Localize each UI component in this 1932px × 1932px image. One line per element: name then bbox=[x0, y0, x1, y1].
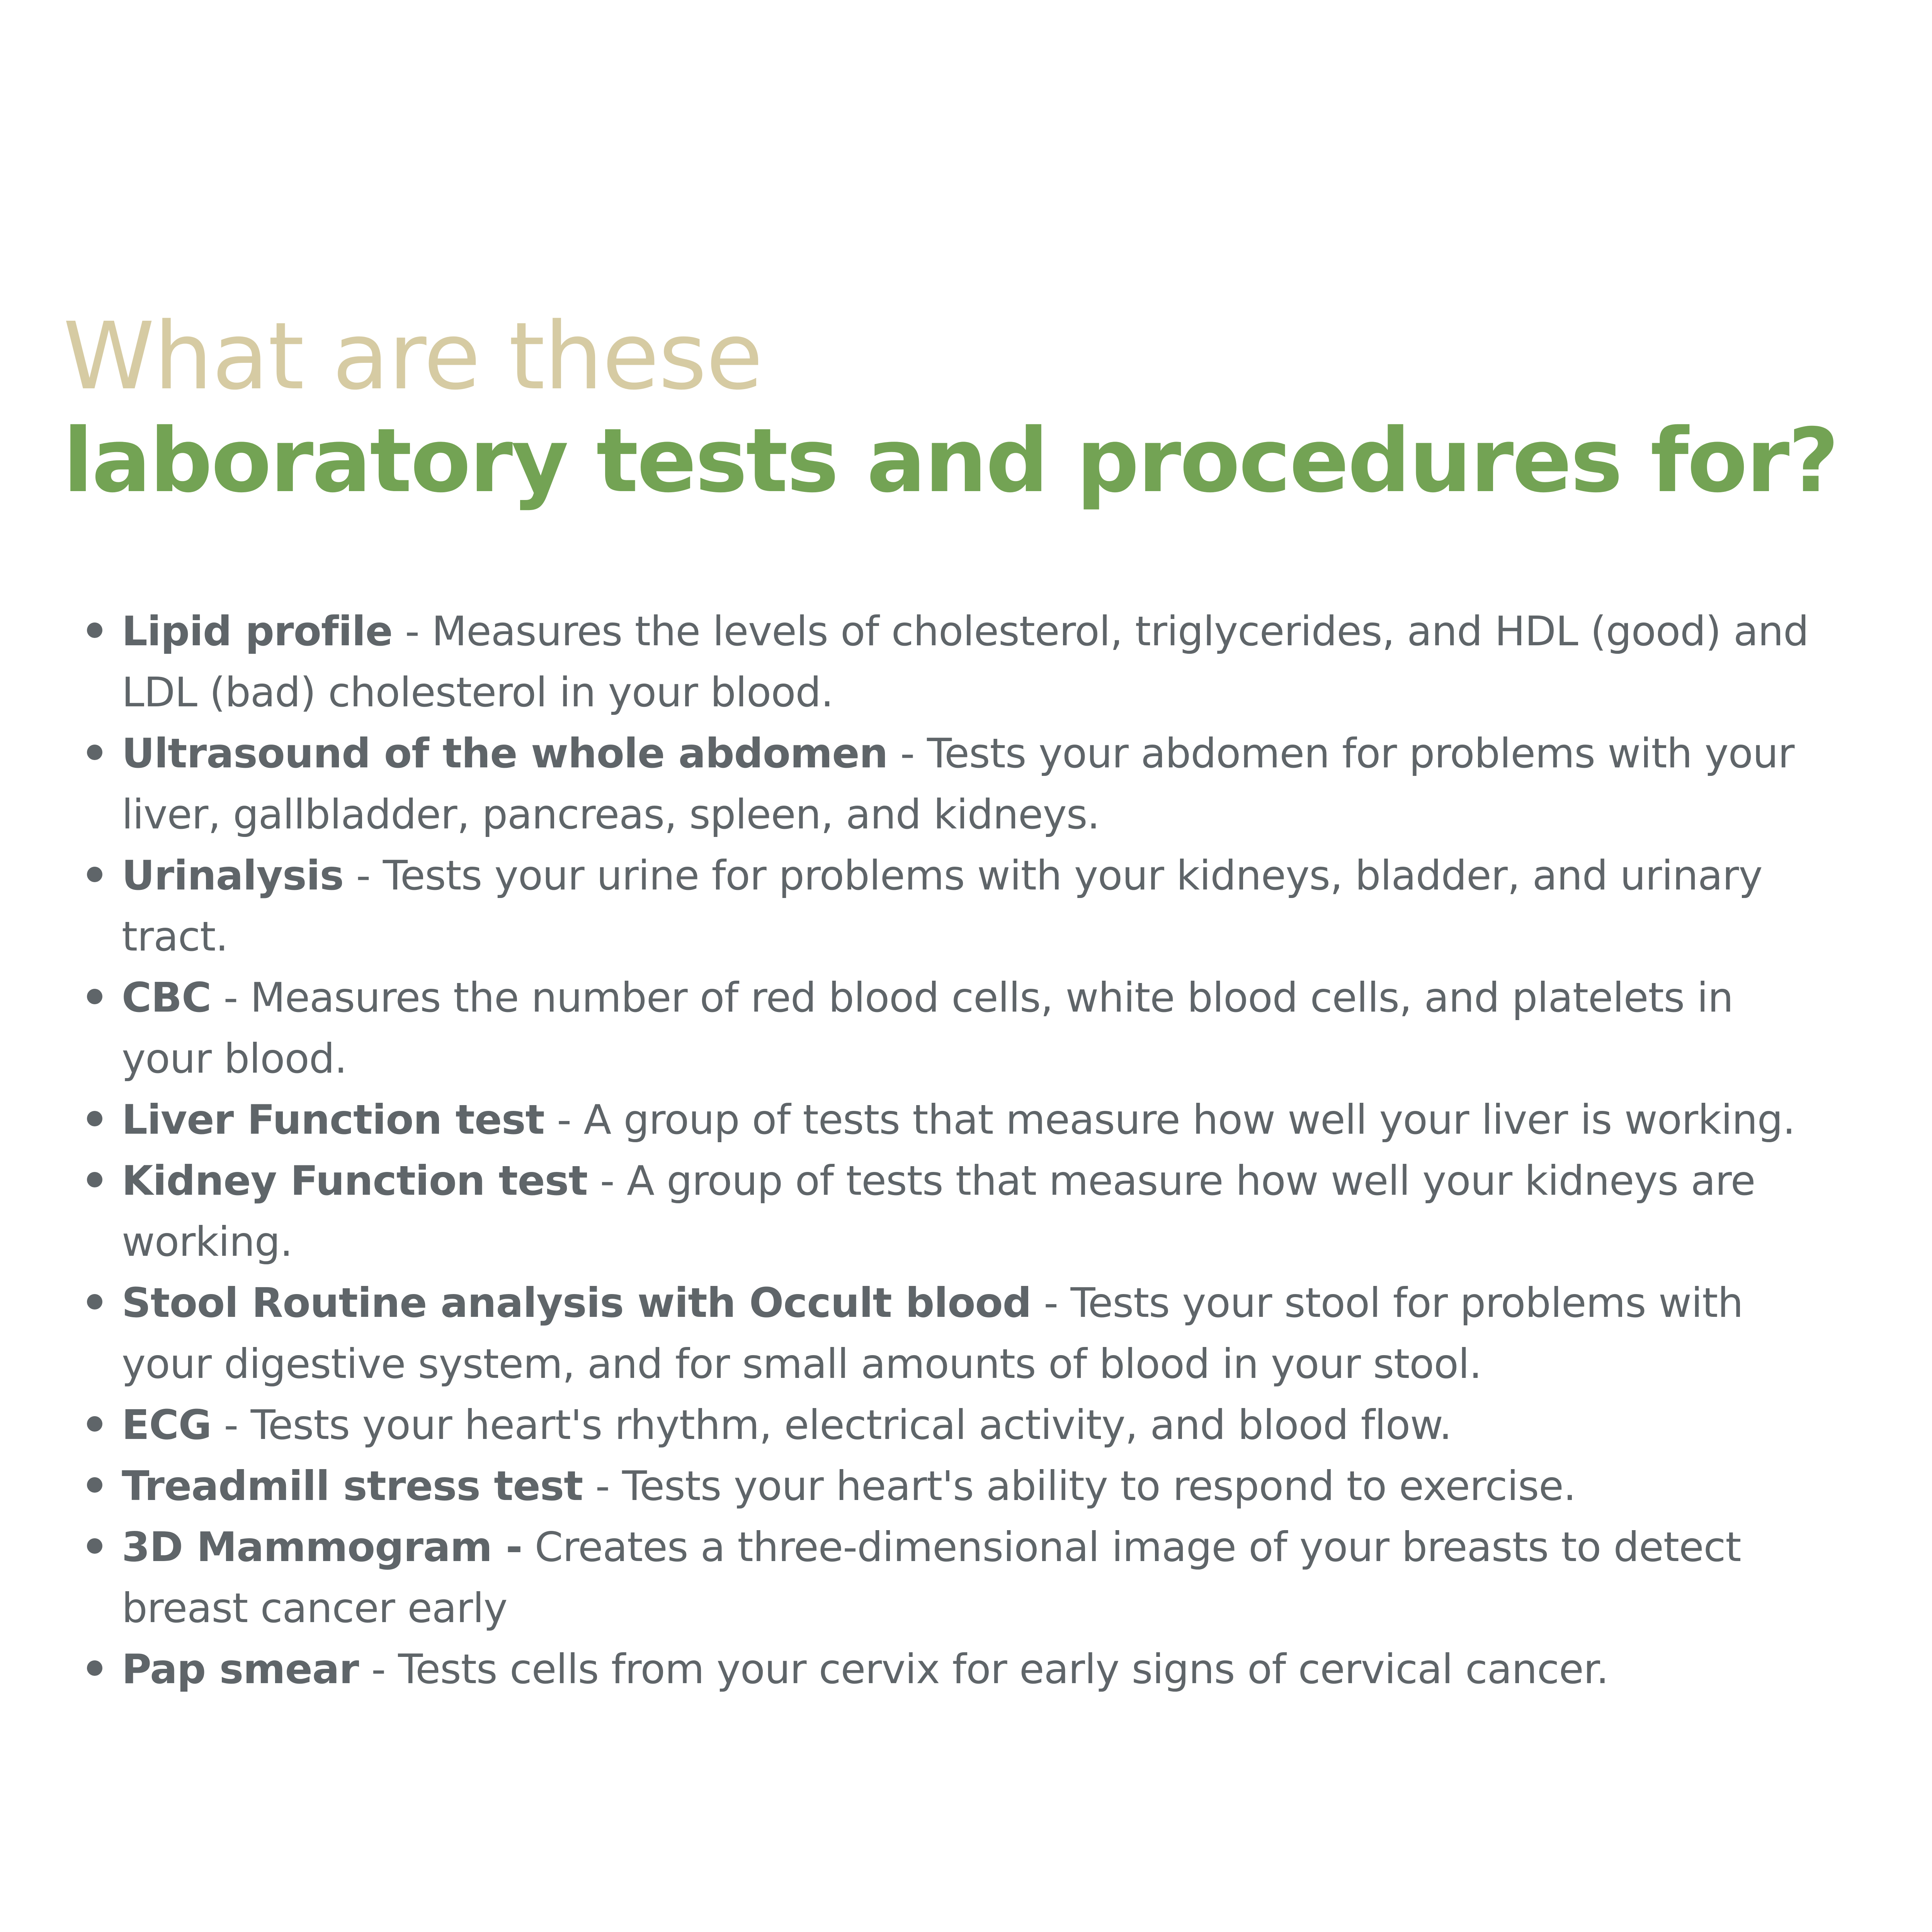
bullet-icon bbox=[87, 1294, 102, 1310]
heading-line-bold: laboratory tests and procedures for? bbox=[63, 409, 1838, 512]
list-item-treadmill bbox=[85, 1456, 1832, 1517]
test-name: Kidney Function test bbox=[122, 1157, 588, 1204]
bullet-icon bbox=[87, 622, 102, 638]
bullet-icon bbox=[87, 1111, 102, 1126]
test-name: Liver Function test bbox=[122, 1096, 544, 1143]
test-name: Lipid profile bbox=[122, 608, 393, 655]
bullet-icon bbox=[87, 1660, 102, 1676]
test-description: - Tests cells from your cervix for early signs of cervical cancer. bbox=[359, 1646, 1609, 1693]
test-description: - Tests your heart's rhythm, electrical activity, and blood flow. bbox=[211, 1401, 1452, 1449]
test-name: Stool Routine analysis with Occult blood bbox=[122, 1279, 1031, 1327]
test-name: Urinalysis bbox=[122, 852, 344, 899]
test-description: - A group of tests that measure how well your liver is working. bbox=[544, 1096, 1795, 1143]
test-name: CBC bbox=[122, 974, 211, 1021]
test-name: ECG bbox=[122, 1401, 211, 1449]
list-item-liver-function bbox=[85, 1089, 1832, 1150]
test-name: Pap smear bbox=[122, 1646, 359, 1693]
bullet-icon bbox=[87, 745, 102, 760]
test-description: - Tests your stool for problems with your digestive system, and for small amounts of blood in your stool. bbox=[122, 1279, 1743, 1388]
test-description: - Tests your abdomen for problems with your liver, gallbladder, pancreas, spleen, and kidneys. bbox=[122, 730, 1794, 838]
bullet-icon bbox=[87, 989, 102, 1004]
list-item-ultrasound bbox=[85, 723, 1832, 845]
bullet-icon bbox=[87, 1172, 102, 1187]
test-description: - Tests your heart's ability to respond to exercise. bbox=[583, 1463, 1576, 1510]
bullet-icon bbox=[87, 1416, 102, 1432]
list-item-cbc bbox=[85, 967, 1832, 1089]
test-description: Creates a three-dimensional image of your breasts to detect breast cancer early bbox=[122, 1524, 1741, 1632]
list-item-kidney-function bbox=[85, 1150, 1832, 1272]
bullet-icon bbox=[87, 1538, 102, 1554]
page-heading bbox=[63, 303, 1879, 512]
test-description: - A group of tests that measure how well your kidneys are working. bbox=[122, 1157, 1755, 1265]
test-name: Treadmill stress test bbox=[122, 1463, 583, 1510]
list-item-stool-routine bbox=[85, 1272, 1832, 1395]
list-item-mammogram bbox=[85, 1517, 1832, 1639]
list-item-pap-smear bbox=[85, 1639, 1832, 1700]
test-description: - Measures the number of red blood cells, white blood cells, and platelets in your blood. bbox=[122, 974, 1733, 1082]
list-item-lipid-profile bbox=[85, 601, 1832, 723]
test-description: - Measures the levels of cholesterol, triglycerides, and HDL (good) and LDL (bad) cholesterol in your blood. bbox=[122, 608, 1809, 716]
list-item-ecg bbox=[85, 1395, 1832, 1456]
list-item-urinalysis bbox=[85, 845, 1832, 967]
heading-line-light: What are these bbox=[63, 302, 762, 410]
test-name: 3D Mammogram - bbox=[122, 1524, 522, 1571]
tests-list bbox=[85, 601, 1832, 1700]
test-name: Ultrasound of the whole abdomen bbox=[122, 730, 888, 777]
bullet-icon bbox=[87, 867, 102, 882]
test-description: - Tests your urine for problems with your kidneys, bladder, and urinary tract. bbox=[122, 852, 1762, 960]
bullet-icon bbox=[87, 1477, 102, 1493]
